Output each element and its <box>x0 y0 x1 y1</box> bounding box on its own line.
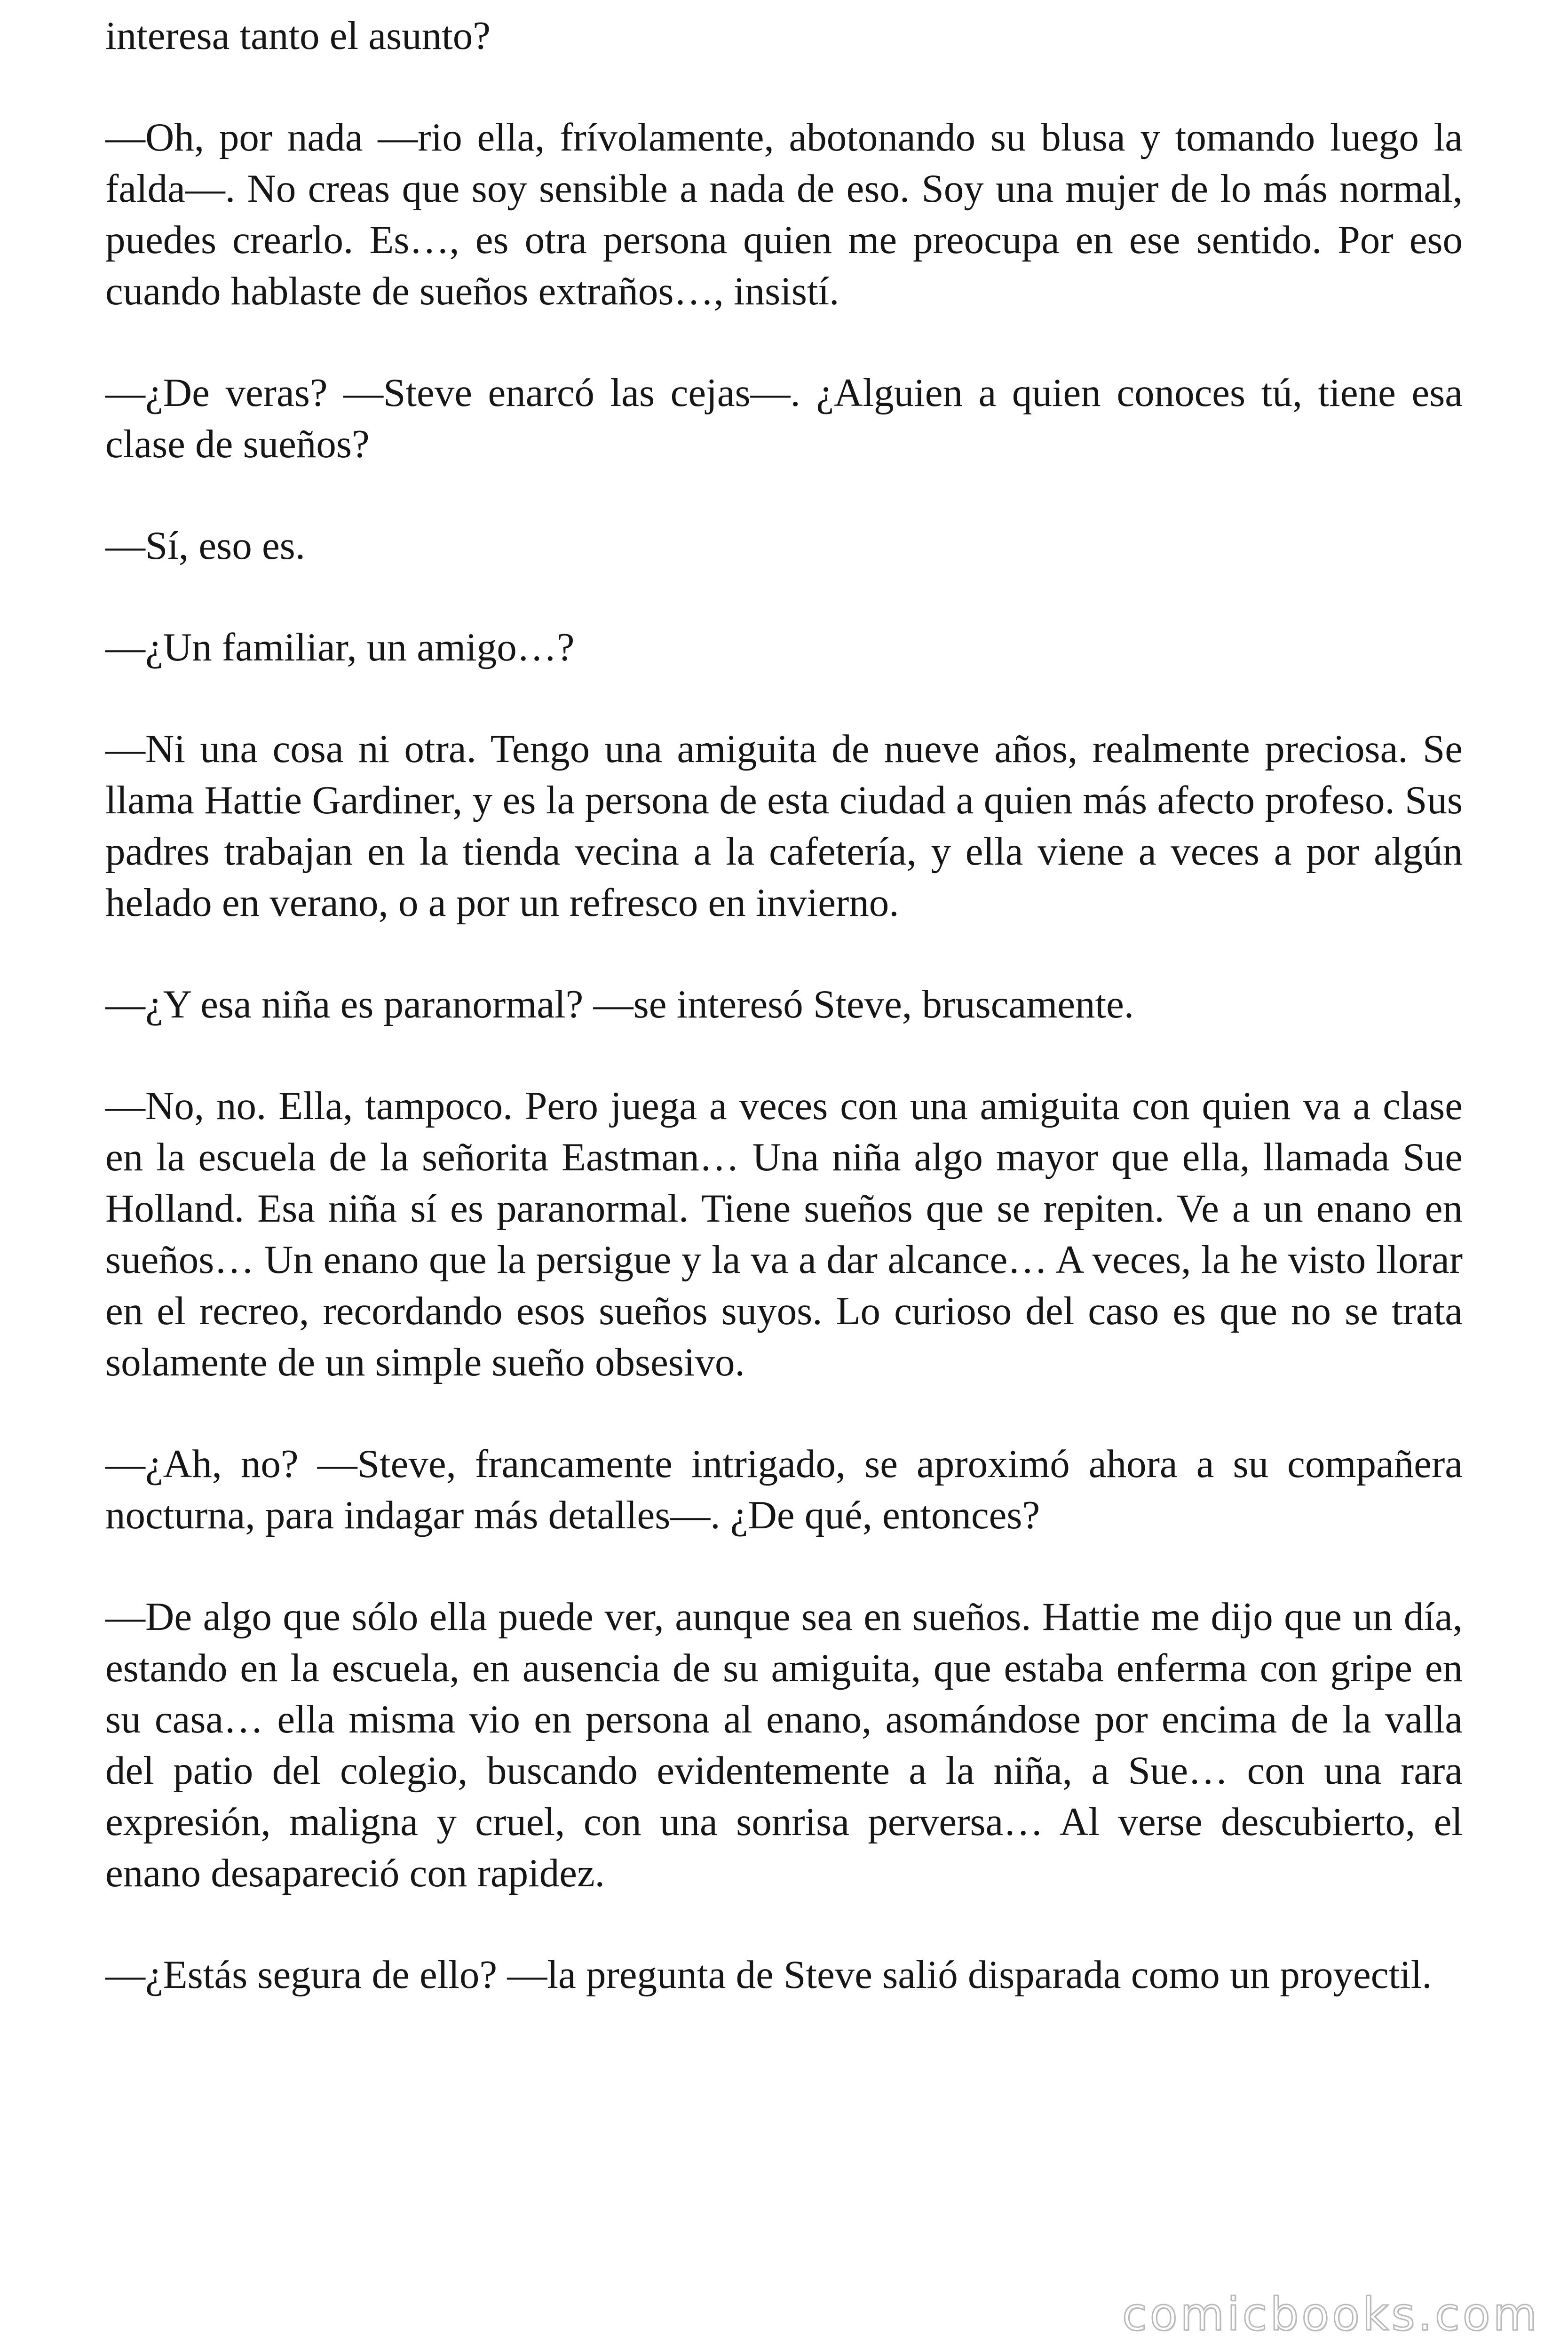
paragraph-estas-segura: —¿Estás segura de ello? —la pregunta de Steve salió disparada como un proyectil. <box>105 1953 1432 1997</box>
paragraph-esa-nina: —¿Y esa niña es paranormal? —se interesó Steve, bruscamente. <box>105 982 1134 1026</box>
paragraph-no-no: —No, no. Ella, tampoco. Pero juega a veces con una amiguita con quien va a clase en la escuela de la señorita Eastman… Una niña algo mayor que ella, llamada Sue Holland. Esa niña sí es paranormal. Tiene sueños que se repiten. Ve a un enano en sueños… Un enano que la persigue y la va a dar alcance… A veces, la he visto llorar en el recreo, recordando esos sueños suyos. Lo curioso del caso es que no se trata solamente de un simple sueño obsesivo. <box>105 1084 1463 1384</box>
paragraph-de-veras: —¿De veras? —Steve enarcó las cejas—. ¿Alguien a quien conoces tú, tiene esa clase de sueños? <box>105 371 1463 466</box>
paragraph-continuation: interesa tanto el asunto? <box>105 14 491 58</box>
paragraph-oh-por-nada: —Oh, por nada —rio ella, frívolamente, abotonando su blusa y tomando luego la falda—. No creas que soy sensible a nada de eso. Soy una mujer de lo más normal, puedes crearlo. Es…, es otra persona quien me preocupa en ese sentido. Por eso cuando hablaste de sueños extraños…, insistí. <box>105 115 1463 313</box>
paragraph-ah-no: —¿Ah, no? —Steve, francamente intrigado, se aproximó ahora a su compañera nocturna, para indagar más detalles—. ¿De qué, entonces? <box>105 1442 1463 1537</box>
watermark: comicbooks.com <box>1122 2288 1540 2341</box>
paragraph-de-algo: —De algo que sólo ella puede ver, aunque sea en sueños. Hattie me dijo que un día, estando en la escuela, en ausencia de su amiguita, que estaba enferma con gripe en su casa… ella misma vio en persona al enano, asomándose por encima de la valla del patio del colegio, buscando evidentemente a la niña, a Sue… con una rara expresión, maligna y cruel, con una sonrisa perversa… Al verse descubierto, el enano desapareció con rapidez. <box>105 1595 1463 1895</box>
paragraph-un-familiar: —¿Un familiar, un amigo…? <box>105 625 575 669</box>
paragraph-si-eso-es: —Sí, eso es. <box>105 524 305 568</box>
page-text <box>105 10 1463 2051</box>
paragraph-ni-una-cosa: —Ni una cosa ni otra. Tengo una amiguita de nueve años, realmente preciosa. Se llama Hattie Gardiner, y es la persona de esta ciudad a quien más afecto profeso. Sus padres trabajan en la tienda vecina a la cafetería, y ella viene a veces a por algún helado en verano, o a por un refresco en invierno. <box>105 727 1463 925</box>
